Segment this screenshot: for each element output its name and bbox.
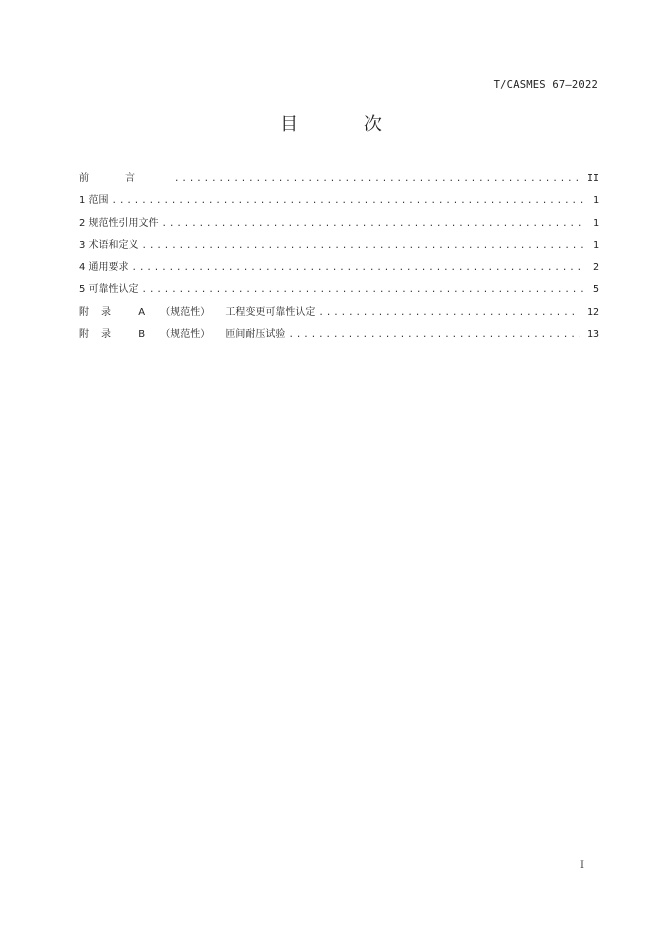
table-of-contents <box>79 171 599 349</box>
toc-leader-dots <box>288 327 580 343</box>
toc-entry-label <box>79 327 285 343</box>
toc-entry-reliability-identification[interactable] <box>79 282 599 304</box>
toc-entry-page: 12 <box>586 306 599 318</box>
toc-entry-label: 2 规范性引用文件 <box>79 217 159 229</box>
appendix-type: （规范性） <box>160 329 211 341</box>
toc-entry-page: II <box>586 173 599 184</box>
toc-leader-dots <box>132 260 586 276</box>
toc-entry-label: 3 术语和定义 <box>79 239 139 251</box>
toc-entry-scope[interactable] <box>79 193 599 215</box>
toc-entry-appendix-a[interactable] <box>79 305 599 327</box>
toc-entry-page: 2 <box>592 262 599 274</box>
toc-entry-foreword[interactable] <box>79 171 599 193</box>
appendix-title: 工程变更可靠性认定 <box>225 306 316 318</box>
page-title: 目 次 <box>280 114 412 135</box>
toc-entry-general-requirements[interactable] <box>79 260 599 282</box>
toc-leader-dots <box>142 238 586 254</box>
toc-leader-dots <box>162 216 586 232</box>
toc-entry-label: 4 通用要求 <box>79 262 129 274</box>
appendix-word: 附录 <box>79 306 123 318</box>
toc-entry-page: 13 <box>586 329 599 341</box>
toc-entry-label: 5 可靠性认定 <box>79 284 139 296</box>
toc-entry-normative-references[interactable] <box>79 216 599 238</box>
document-code: T/CASMES 67—2022 <box>493 79 598 91</box>
toc-entry-appendix-b[interactable] <box>79 327 599 349</box>
toc-entry-page: 1 <box>592 217 599 229</box>
toc-entry-page: 1 <box>592 195 599 207</box>
appendix-letter: B <box>138 329 146 341</box>
page-number: I <box>580 860 584 871</box>
appendix-type: （规范性） <box>160 306 211 318</box>
toc-entry-label: 前言 <box>79 173 171 184</box>
toc-leader-dots <box>174 171 580 187</box>
toc-entry-label: 1 范围 <box>79 195 109 207</box>
appendix-word: 附录 <box>79 329 123 341</box>
toc-leader-dots <box>112 193 586 209</box>
toc-entry-terms-definitions[interactable] <box>79 238 599 260</box>
appendix-title: 匝间耐压试验 <box>225 329 286 341</box>
appendix-letter: A <box>138 306 146 318</box>
toc-entry-label <box>79 305 315 321</box>
toc-entry-page: 5 <box>592 284 599 296</box>
toc-leader-dots <box>318 305 580 321</box>
toc-leader-dots <box>142 282 586 298</box>
toc-entry-page: 1 <box>592 239 599 251</box>
